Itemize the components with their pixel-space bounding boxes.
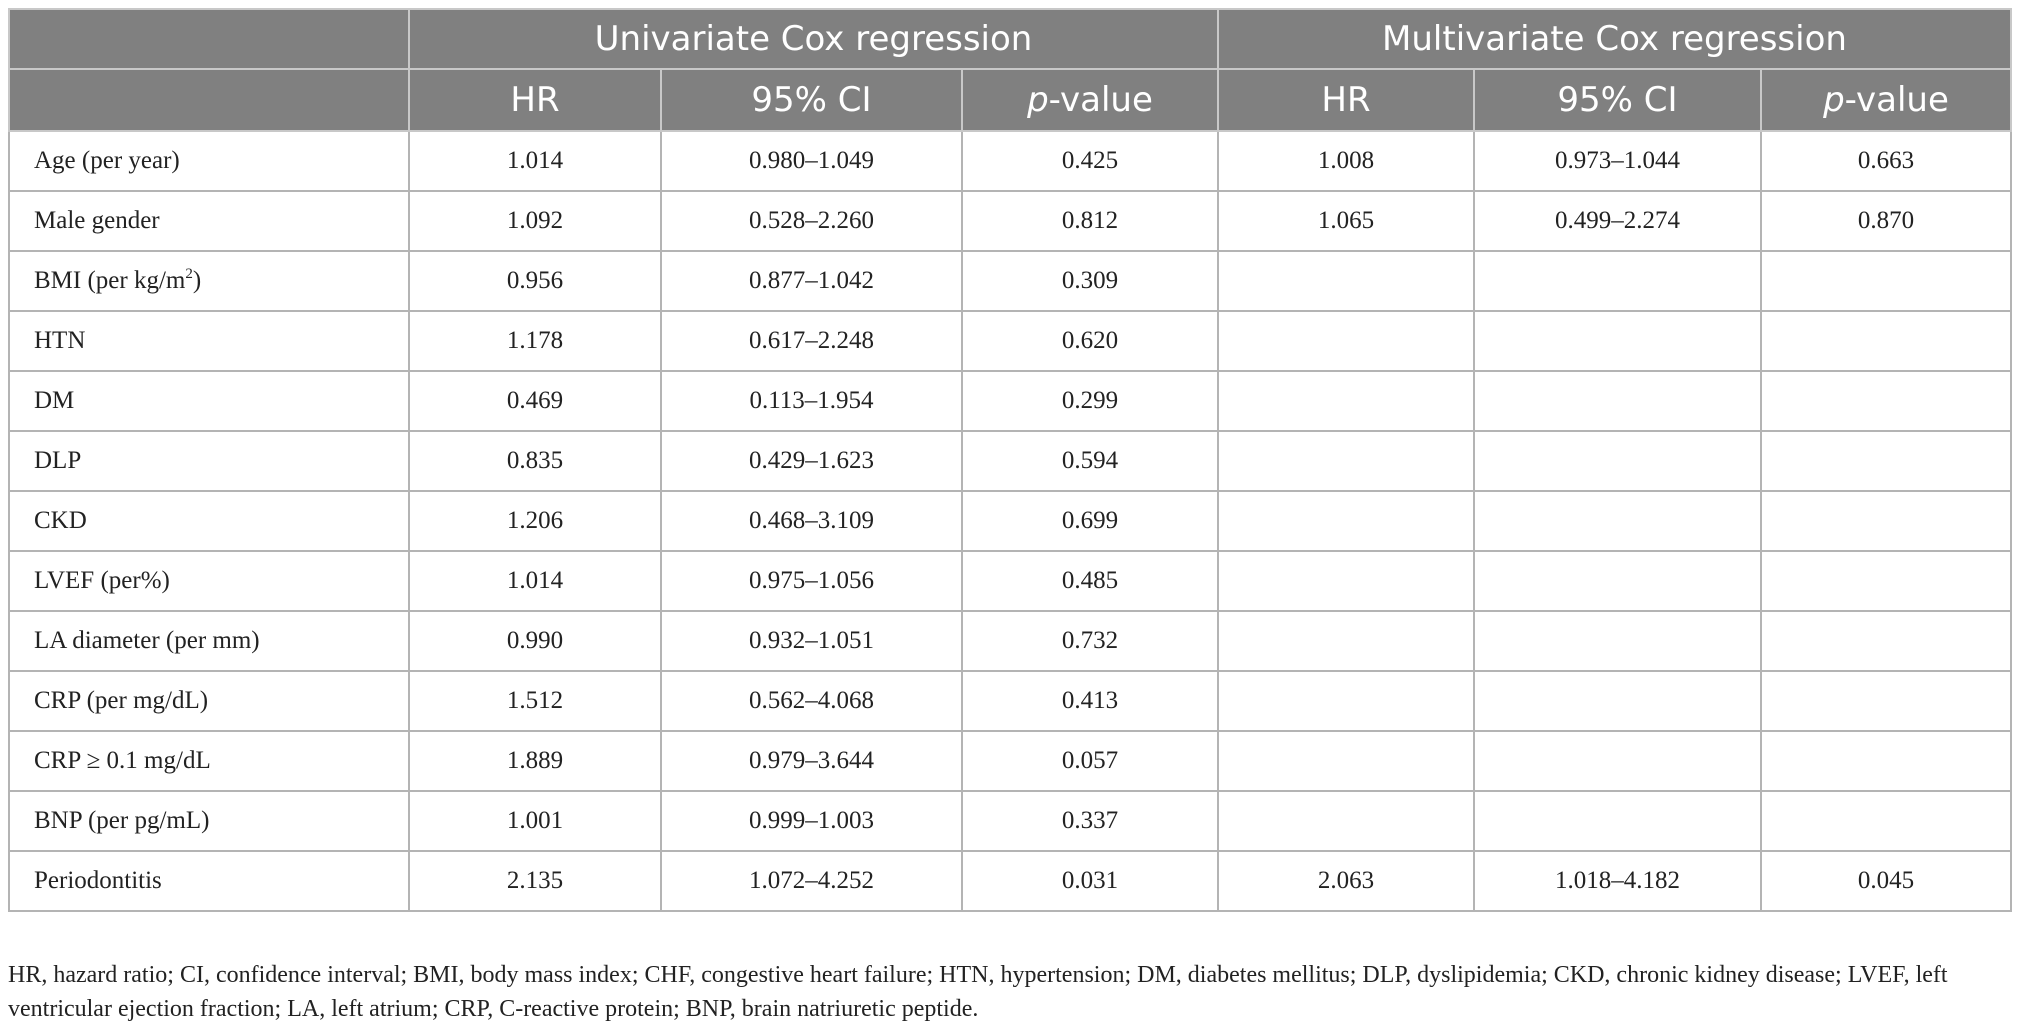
header-empty-cell — [9, 69, 409, 131]
univariate-hr-cell: 1.889 — [409, 731, 661, 791]
row-label: Age (per year) — [9, 131, 409, 191]
univariate-p-cell: 0.337 — [962, 791, 1218, 851]
multivariate-ci-cell: 1.018–4.182 — [1474, 851, 1761, 911]
row-label — [9, 251, 409, 311]
row-label: LA diameter (per mm) — [9, 611, 409, 671]
univariate-hr-cell: 0.469 — [409, 371, 661, 431]
multivariate-hr-cell — [1218, 371, 1474, 431]
row-label: DM — [9, 371, 409, 431]
header-univariate-p — [962, 69, 1218, 131]
multivariate-hr-cell — [1218, 671, 1474, 731]
multivariate-p-cell — [1761, 611, 2011, 671]
row-label: CRP ≥ 0.1 mg/dL — [9, 731, 409, 791]
table-row — [9, 551, 2011, 611]
univariate-ci-cell: 0.980–1.049 — [661, 131, 962, 191]
table-row — [9, 251, 2011, 311]
univariate-hr-cell: 1.092 — [409, 191, 661, 251]
univariate-ci-cell: 0.979–3.644 — [661, 731, 962, 791]
multivariate-ci-cell — [1474, 371, 1761, 431]
univariate-p-cell: 0.309 — [962, 251, 1218, 311]
table-row — [9, 311, 2011, 371]
univariate-hr-cell: 1.014 — [409, 551, 661, 611]
multivariate-ci-cell — [1474, 491, 1761, 551]
univariate-p-cell: 0.413 — [962, 671, 1218, 731]
row-label: Periodontitis — [9, 851, 409, 911]
p-italic: p — [1823, 80, 1845, 120]
multivariate-ci-cell — [1474, 311, 1761, 371]
p-rest: -value — [1048, 80, 1153, 120]
univariate-hr-cell: 0.835 — [409, 431, 661, 491]
univariate-hr-cell: 2.135 — [409, 851, 661, 911]
univariate-p-cell: 0.812 — [962, 191, 1218, 251]
table-row — [9, 431, 2011, 491]
cox-regression-table — [8, 8, 2012, 912]
table-row — [9, 611, 2011, 671]
table-row — [9, 371, 2011, 431]
table-container — [8, 8, 2010, 912]
univariate-ci-cell: 0.932–1.051 — [661, 611, 962, 671]
multivariate-ci-cell — [1474, 731, 1761, 791]
multivariate-p-cell — [1761, 731, 2011, 791]
row-label-tail: ) — [192, 267, 202, 294]
multivariate-hr-cell — [1218, 731, 1474, 791]
multivariate-hr-cell — [1218, 551, 1474, 611]
univariate-p-cell: 0.057 — [962, 731, 1218, 791]
multivariate-hr-cell: 2.063 — [1218, 851, 1474, 911]
univariate-p-cell: 0.732 — [962, 611, 1218, 671]
univariate-p-cell: 0.594 — [962, 431, 1218, 491]
row-label-superscript: 2 — [185, 266, 193, 282]
multivariate-ci-cell — [1474, 611, 1761, 671]
multivariate-hr-cell — [1218, 311, 1474, 371]
table-row — [9, 491, 2011, 551]
header-column-row — [9, 69, 2011, 131]
header-multivariate: Multivariate Cox regression — [1218, 9, 2011, 69]
univariate-p-cell: 0.425 — [962, 131, 1218, 191]
univariate-ci-cell: 0.429–1.623 — [661, 431, 962, 491]
multivariate-p-cell — [1761, 311, 2011, 371]
header-empty-cell — [9, 9, 409, 69]
multivariate-ci-cell — [1474, 551, 1761, 611]
table-row — [9, 851, 2011, 911]
univariate-p-cell: 0.031 — [962, 851, 1218, 911]
univariate-ci-cell: 0.562–4.068 — [661, 671, 962, 731]
multivariate-ci-cell — [1474, 791, 1761, 851]
univariate-hr-cell: 1.206 — [409, 491, 661, 551]
header-group-row — [9, 9, 2011, 69]
multivariate-ci-cell: 0.499–2.274 — [1474, 191, 1761, 251]
header-univariate-hr: HR — [409, 69, 661, 131]
multivariate-p-cell: 0.870 — [1761, 191, 2011, 251]
multivariate-p-cell — [1761, 671, 2011, 731]
multivariate-p-cell — [1761, 371, 2011, 431]
univariate-ci-cell: 0.528–2.260 — [661, 191, 962, 251]
table-row — [9, 131, 2011, 191]
univariate-hr-cell: 1.014 — [409, 131, 661, 191]
multivariate-p-cell: 0.663 — [1761, 131, 2011, 191]
univariate-p-cell: 0.485 — [962, 551, 1218, 611]
multivariate-hr-cell — [1218, 251, 1474, 311]
multivariate-hr-cell — [1218, 791, 1474, 851]
univariate-ci-cell: 0.468–3.109 — [661, 491, 962, 551]
header-univariate-ci: 95% CI — [661, 69, 962, 131]
univariate-ci-cell: 0.113–1.954 — [661, 371, 962, 431]
univariate-hr-cell: 1.178 — [409, 311, 661, 371]
table-footnote: HR, hazard ratio; CI, confidence interval; BMI, body mass index; CHF, congestive heart failure; HTN, hypertension; DM, diabetes mellitus; DLP, dyslipidemia; CKD, chronic kidney disease; LVEF, left ventricular ejection fraction; LA, left atrium; CRP, C-reactive protein; BNP, brain natriuretic peptide. — [8, 962, 1948, 1022]
header-multivariate-hr: HR — [1218, 69, 1474, 131]
multivariate-hr-cell — [1218, 611, 1474, 671]
univariate-p-cell: 0.699 — [962, 491, 1218, 551]
row-label: BNP (per pg/mL) — [9, 791, 409, 851]
multivariate-p-cell — [1761, 791, 2011, 851]
univariate-ci-cell: 0.617–2.248 — [661, 311, 962, 371]
multivariate-ci-cell — [1474, 251, 1761, 311]
header-univariate: Univariate Cox regression — [409, 9, 1218, 69]
multivariate-hr-cell — [1218, 431, 1474, 491]
multivariate-hr-cell: 1.008 — [1218, 131, 1474, 191]
univariate-ci-cell: 0.975–1.056 — [661, 551, 962, 611]
univariate-ci-cell: 0.877–1.042 — [661, 251, 962, 311]
row-label: CKD — [9, 491, 409, 551]
row-label: DLP — [9, 431, 409, 491]
row-label: Male gender — [9, 191, 409, 251]
multivariate-p-cell: 0.045 — [1761, 851, 2011, 911]
multivariate-p-cell — [1761, 251, 2011, 311]
multivariate-ci-cell: 0.973–1.044 — [1474, 131, 1761, 191]
header-multivariate-p — [1761, 69, 2011, 131]
multivariate-p-cell — [1761, 491, 2011, 551]
table-row — [9, 191, 2011, 251]
multivariate-p-cell — [1761, 431, 2011, 491]
univariate-hr-cell: 1.001 — [409, 791, 661, 851]
row-label: CRP (per mg/dL) — [9, 671, 409, 731]
univariate-ci-cell: 0.999–1.003 — [661, 791, 962, 851]
multivariate-ci-cell — [1474, 671, 1761, 731]
multivariate-hr-cell: 1.065 — [1218, 191, 1474, 251]
multivariate-hr-cell — [1218, 491, 1474, 551]
table-row — [9, 791, 2011, 851]
univariate-hr-cell: 1.512 — [409, 671, 661, 731]
univariate-p-cell: 0.299 — [962, 371, 1218, 431]
univariate-hr-cell: 0.990 — [409, 611, 661, 671]
univariate-p-cell: 0.620 — [962, 311, 1218, 371]
multivariate-ci-cell — [1474, 431, 1761, 491]
p-rest: -value — [1844, 80, 1949, 120]
p-italic: p — [1027, 80, 1049, 120]
table-row — [9, 671, 2011, 731]
multivariate-p-cell — [1761, 551, 2011, 611]
univariate-ci-cell: 1.072–4.252 — [661, 851, 962, 911]
header-multivariate-ci: 95% CI — [1474, 69, 1761, 131]
univariate-hr-cell: 0.956 — [409, 251, 661, 311]
row-label: LVEF (per%) — [9, 551, 409, 611]
table-row — [9, 731, 2011, 791]
row-label-text: BMI (per kg/m — [34, 267, 186, 294]
row-label: HTN — [9, 311, 409, 371]
